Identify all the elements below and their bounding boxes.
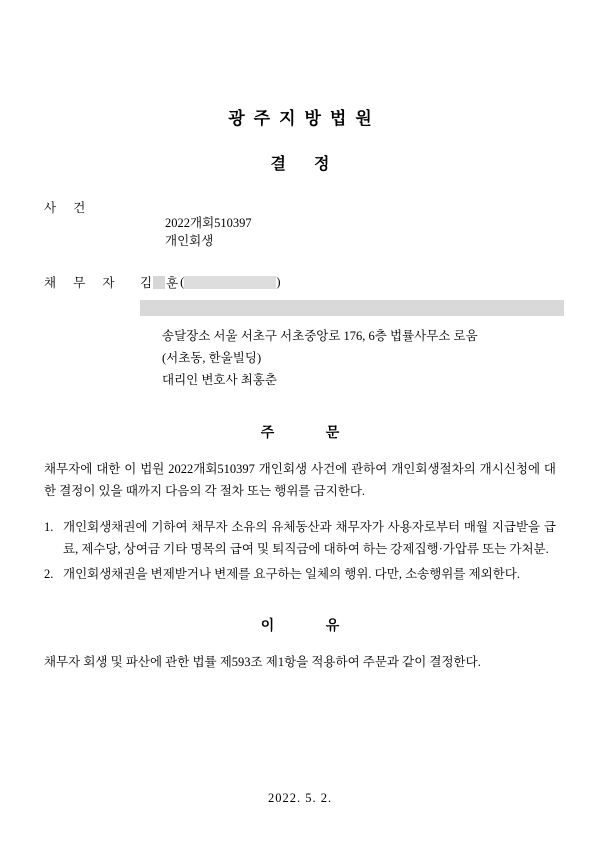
- list-item-marker: 2.: [44, 566, 54, 581]
- case-row: [44, 198, 556, 264]
- redaction-bar-address-icon: [140, 300, 564, 316]
- case-name: 개인회생: [165, 234, 214, 248]
- paren-close: ): [276, 274, 281, 289]
- document-page: [0, 104, 600, 854]
- service-address: [162, 326, 556, 392]
- main-order-paragraph: 채무자에 대한 이 법원 2022개회510397 개인회생 사건에 관하여 개인회생절차의 개시신청에 대한 결정이 있을 때까지 다음의 각 절차 또는 행위를 금지한다.: [44, 461, 556, 498]
- debtor-label: 채 무 자: [44, 276, 122, 290]
- court-title: 광주지방법원: [228, 109, 381, 128]
- case-value: [140, 198, 556, 264]
- case-label: 사 건: [44, 201, 93, 215]
- case-number: 2022개회510397: [165, 216, 252, 230]
- address-line-2: (서초동, 한울빌딩): [162, 350, 262, 365]
- redaction-block-id-icon: [184, 276, 276, 289]
- debtor-name-last: 훈: [166, 276, 179, 290]
- debtor-name-first: 김: [140, 276, 153, 290]
- main-order-items: [44, 516, 556, 585]
- debtor-value: [140, 273, 556, 291]
- list-item-text: 개인회생채권에 기하여 채무자 소유의 유체동산과 채무자가 사용자로부터 매월 지급받을 급료, 제수당, 상여금 기타 명목의 급여 및 퇴직금에 대하여 하는 강제집행·가압류 또는 가처분.: [63, 520, 556, 557]
- decision-date: 2022. 5. 2.: [267, 791, 333, 805]
- list-item-marker: 1.: [44, 520, 54, 535]
- paren-open: (: [180, 274, 185, 289]
- redaction-block-icon: [153, 276, 165, 289]
- list-item: [44, 563, 556, 585]
- debtor-row: [44, 273, 556, 291]
- list-item-text: 개인회생채권을 변제받거나 변제를 요구하는 일체의 행위. 다만, 소송행위를 제외한다.: [63, 566, 521, 581]
- address-line-3: 대리인 변호사 최홍춘: [162, 372, 277, 387]
- case-fields: [44, 198, 556, 392]
- document-kind-title: 결정: [270, 156, 358, 173]
- main-order-heading: 주 문: [260, 425, 364, 441]
- list-item: [44, 516, 556, 561]
- reason-paragraph: 채무자 회생 및 파산에 관한 법률 제593조 제1항을 적용하여 주문과 같이 결정한다.: [44, 654, 481, 669]
- address-line-1: 송달장소 서울 서초구 서초중앙로 176, 6층 법률사무소 로움: [162, 329, 478, 343]
- reason-heading: 이 유: [260, 618, 364, 634]
